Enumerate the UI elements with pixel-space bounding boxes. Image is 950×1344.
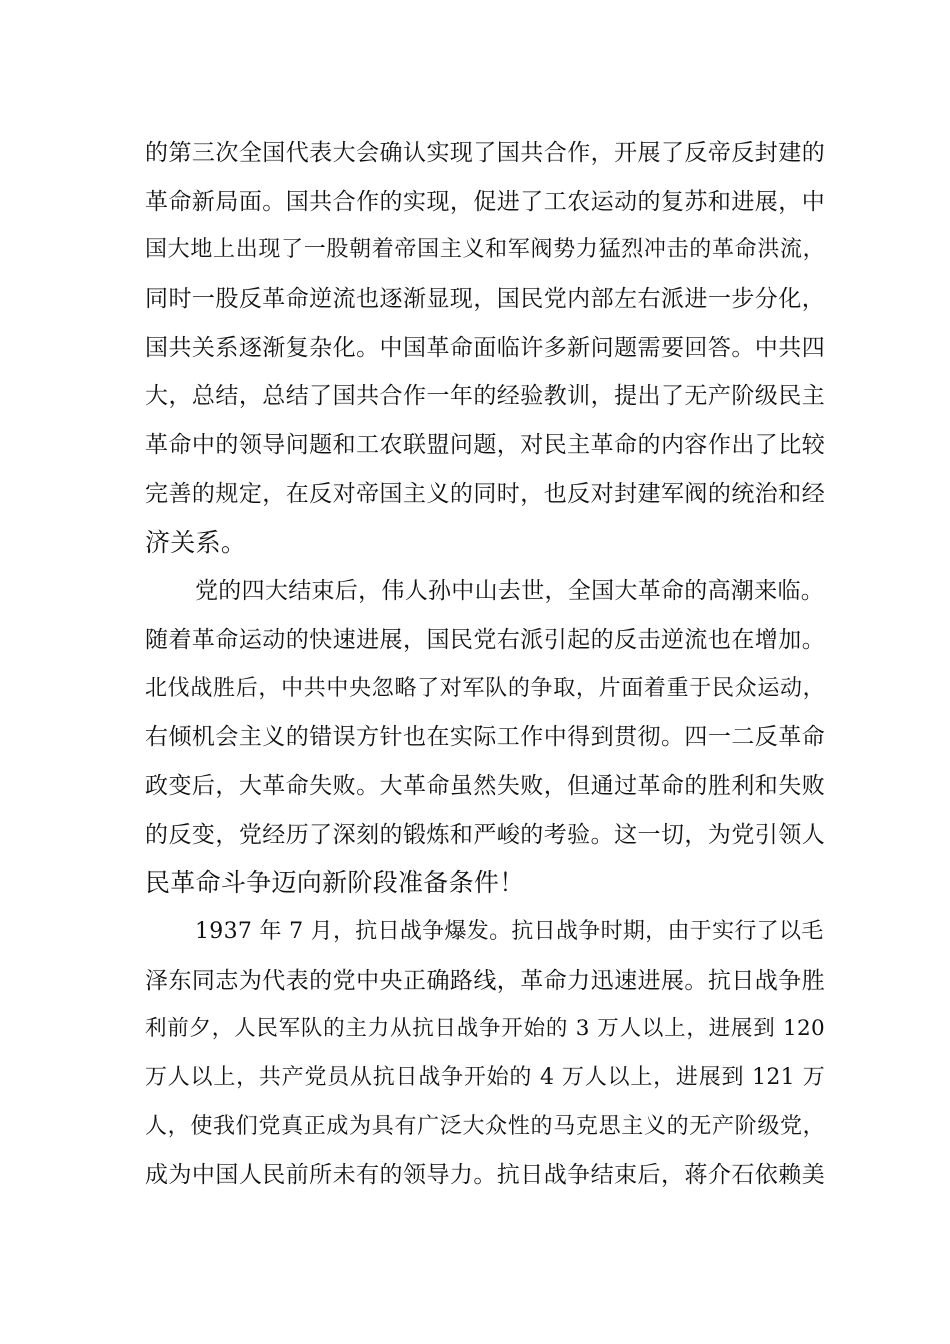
text-line: 的第三次全国代表大会确认实现了国共合作，开展了反帝反封建的 [145,140,825,166]
text-line: 政变后，大革命失败。大革命虽然失败，但通过革命的胜利和失败 [145,772,825,799]
text-line: 革命中的领导问题和工农联盟问题，对民主革命的内容作出了比较 [145,432,825,459]
paragraph-2 [145,567,825,908]
paragraph-3 [145,908,825,1200]
text-line: 民革命斗争迈向新阶段准备条件！ [145,868,525,898]
text-line: 成为中国人民前所未有的领导力。抗日战争结束后，蒋介石依赖美 [145,1162,825,1189]
text-line: 国大地上出现了一股朝着帝国主义和军阀势力猛烈冲击的革命洪流， [145,237,825,263]
text-line: 利前夕，人民军队的主力从抗日战争开始的 3 万人以上，进展到 120 [145,1016,825,1042]
text-line: 北伐战胜后，中共中央忽略了对军队的争取，片面着重于民众运动， [145,675,825,701]
text-line: 人，使我们党真正成为具有广泛大众性的马克思主义的无产阶级党， [145,1113,825,1139]
text-line: 完善的规定，在反对帝国主义的同时，也反对封建军阀的统治和经 [145,480,825,507]
text-line: 泽东同志为代表的党中央正确路线，革命力迅速进展。抗日战争胜 [145,967,825,994]
text-line: 同时一股反革命逆流也逐渐显现，国民党内部左右派进一步分化， [145,286,825,313]
text-line: 随着革命运动的快速进展，国民党右派引起的反击逆流也在增加。 [145,626,825,653]
text-line: 革命新局面。国共合作的实现，促进了工农运动的复苏和进展，中 [145,188,825,215]
text-line: 万人以上，共产党员从抗日战争开始的 4 万人以上，进展到 121 万 [145,1065,825,1091]
body-text [145,129,825,1200]
text-line: 济关系。 [145,527,247,557]
text-line: 党的四大结束后，伟人孙中山去世，全国大革命的高潮来临。 [195,578,825,605]
text-line: 国共关系逐渐复杂化。中国革命面临许多新问题需要回答。中共四 [145,334,825,361]
text-line: 大，总结，总结了国共合作一年的经验教训，提出了无产阶级民主 [145,383,825,410]
text-line: 1937 年 7 月，抗日战争爆发。抗日战争时期，由于实行了以毛 [195,919,824,944]
paragraph-1 [145,129,825,567]
text-line: 右倾机会主义的错误方针也在实际工作中得到贯彻。四一二反革命 [145,724,825,751]
text-line: 的反变，党经历了深刻的锻炼和严峻的考验。这一切，为党引领人 [145,821,825,848]
